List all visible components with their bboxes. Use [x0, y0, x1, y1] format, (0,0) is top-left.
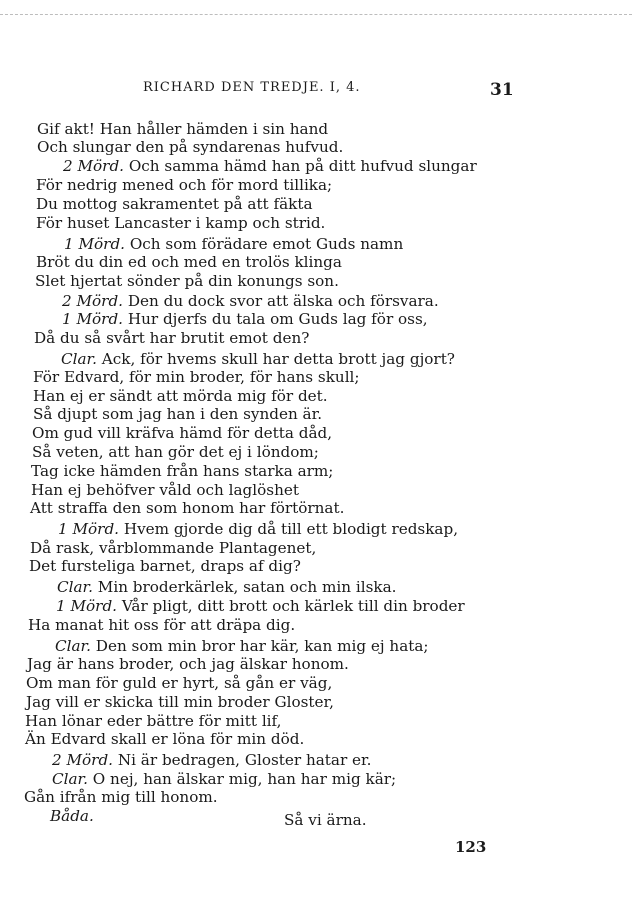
line-text: För huset Lancaster i kamp och strid.	[36, 214, 326, 232]
line-text: Och slungar den på syndarenas hufvud.	[37, 138, 344, 156]
verse-line	[37, 139, 343, 156]
line-text: Och som förädare emot Guds namn	[129, 235, 404, 253]
verse-line	[284, 812, 367, 829]
line-text: Ni är bedragen, Gloster hatar er.	[117, 751, 372, 769]
verse-line	[63, 158, 477, 175]
line-text: Den som min bror har kär, kan mig ej hata;	[95, 637, 429, 655]
verse-line	[25, 713, 281, 730]
verse-line	[33, 406, 322, 423]
line-text: För nedrig mened och för mord tillika;	[36, 176, 333, 194]
verse-line	[56, 598, 465, 615]
line-text: Jag vill er skicka till min broder Gloster,	[26, 693, 334, 711]
line-text: Han ej behöfver våld och laglöshet	[31, 481, 299, 499]
speaker: 2 Mörd.	[52, 751, 113, 769]
line-text: Jag är hans broder, och jag älskar honom.	[27, 655, 349, 673]
line-text: Du mottog sakramentet på att fäkta	[36, 195, 313, 213]
speaker: Clar.	[61, 350, 97, 368]
line-text: Om gud vill kräfva hämd för detta dåd,	[32, 424, 333, 442]
verse-line	[35, 273, 339, 290]
line-text: Ack, för hvems skull har detta brott jag gjort?	[101, 350, 455, 368]
line-text: Han lönar eder bättre för mitt lif,	[25, 712, 282, 730]
verse-line	[61, 351, 455, 368]
speaker: 1 Mörd.	[64, 235, 125, 253]
line-text: Den du dock svor att älska och försvara.	[127, 292, 439, 310]
line-text: Det fursteliga barnet, draps af dig?	[29, 557, 301, 575]
verse-line	[36, 254, 342, 271]
page-number-top: 31	[490, 80, 514, 100]
line-text: Gån ifrån mig till honom.	[24, 788, 218, 806]
line-text: Än Edvard skall er löna för min död.	[25, 730, 305, 748]
line-text: För Edvard, för min broder, för hans skull;	[33, 368, 360, 386]
verse-line	[34, 330, 309, 347]
verse-line	[62, 293, 439, 310]
verse-line	[24, 789, 218, 806]
line-text: Gif akt! Han håller hämden i sin hand	[37, 120, 329, 138]
line-text: Och samma hämd han på ditt hufvud slungar	[128, 157, 477, 175]
line-text: Han ej er sändt att mörda mig för det.	[33, 387, 328, 405]
verse-line	[50, 808, 94, 825]
verse-line	[27, 656, 349, 673]
speaker: 2 Mörd.	[63, 157, 124, 175]
line-text: Tag icke hämden från hans starka arm;	[31, 462, 334, 480]
running-title: RICHARD DEN TREDJE. I, 4.	[143, 80, 361, 95]
speaker: 1 Mörd.	[58, 520, 119, 538]
running-header	[0, 80, 632, 104]
verse-line	[28, 617, 295, 634]
verse-line	[26, 675, 332, 692]
line-text: Min broderkärlek, satan och min ilska.	[97, 578, 397, 596]
line-text: Då du så svårt har brutit emot den?	[34, 329, 310, 347]
speaker: 2 Mörd.	[62, 292, 123, 310]
verse-line	[32, 425, 332, 442]
verse-line	[30, 500, 344, 517]
verse-line	[52, 771, 396, 788]
verse-line	[36, 196, 313, 213]
verse-line	[52, 752, 371, 769]
verse-line	[31, 463, 333, 480]
speaker: Clar.	[57, 578, 93, 596]
verse-line	[55, 638, 429, 655]
verse-line	[64, 236, 403, 253]
line-text: Hvem gjorde dig då till ett blodigt redskap,	[123, 520, 459, 538]
verse-line	[36, 177, 332, 194]
verse-line	[33, 369, 360, 386]
line-text: Att straffa den som honom har förtörnat.	[30, 499, 345, 517]
line-text: O nej, han älskar mig, han har mig kär;	[92, 770, 397, 788]
verse-line	[32, 444, 319, 461]
verse-line	[62, 311, 428, 328]
line-text: Så vi ärna.	[284, 811, 367, 829]
verse-line	[26, 694, 334, 711]
line-text: Hur djerfs du tala om Guds lag för oss,	[127, 310, 428, 328]
page-number-bottom: 123	[455, 838, 487, 856]
verse-line	[31, 482, 299, 499]
line-text: Vår pligt, ditt brott och kärlek till din broder	[121, 597, 465, 615]
speaker: Båda.	[50, 807, 94, 825]
verse-line	[37, 121, 328, 138]
verse-line	[29, 558, 301, 575]
speaker: 1 Mörd.	[56, 597, 117, 615]
verse-line	[58, 521, 458, 538]
verse-line	[30, 540, 316, 557]
line-text: Om man för guld er hyrt, så gån er väg,	[26, 674, 333, 692]
line-text: Slet hjertat sönder på din konungs son.	[35, 272, 339, 290]
line-text: Då rask, vårblommande Plantagenet,	[30, 539, 317, 557]
verse-line	[57, 579, 396, 596]
line-text: Bröt du din ed och med en trolös klinga	[36, 253, 342, 271]
speaker: 1 Mörd.	[62, 310, 123, 328]
verse-line	[25, 731, 304, 748]
line-text: Så veten, att han gör det ej i löndom;	[32, 443, 319, 461]
speaker: Clar.	[52, 770, 88, 788]
top-rule	[0, 14, 632, 15]
verse-line	[36, 215, 325, 232]
line-text: Så djupt som jag han i den synden är.	[33, 405, 323, 423]
verse-line	[33, 388, 328, 405]
line-text: Ha manat hit oss för att dräpa dig.	[28, 616, 296, 634]
speaker: Clar.	[55, 637, 91, 655]
